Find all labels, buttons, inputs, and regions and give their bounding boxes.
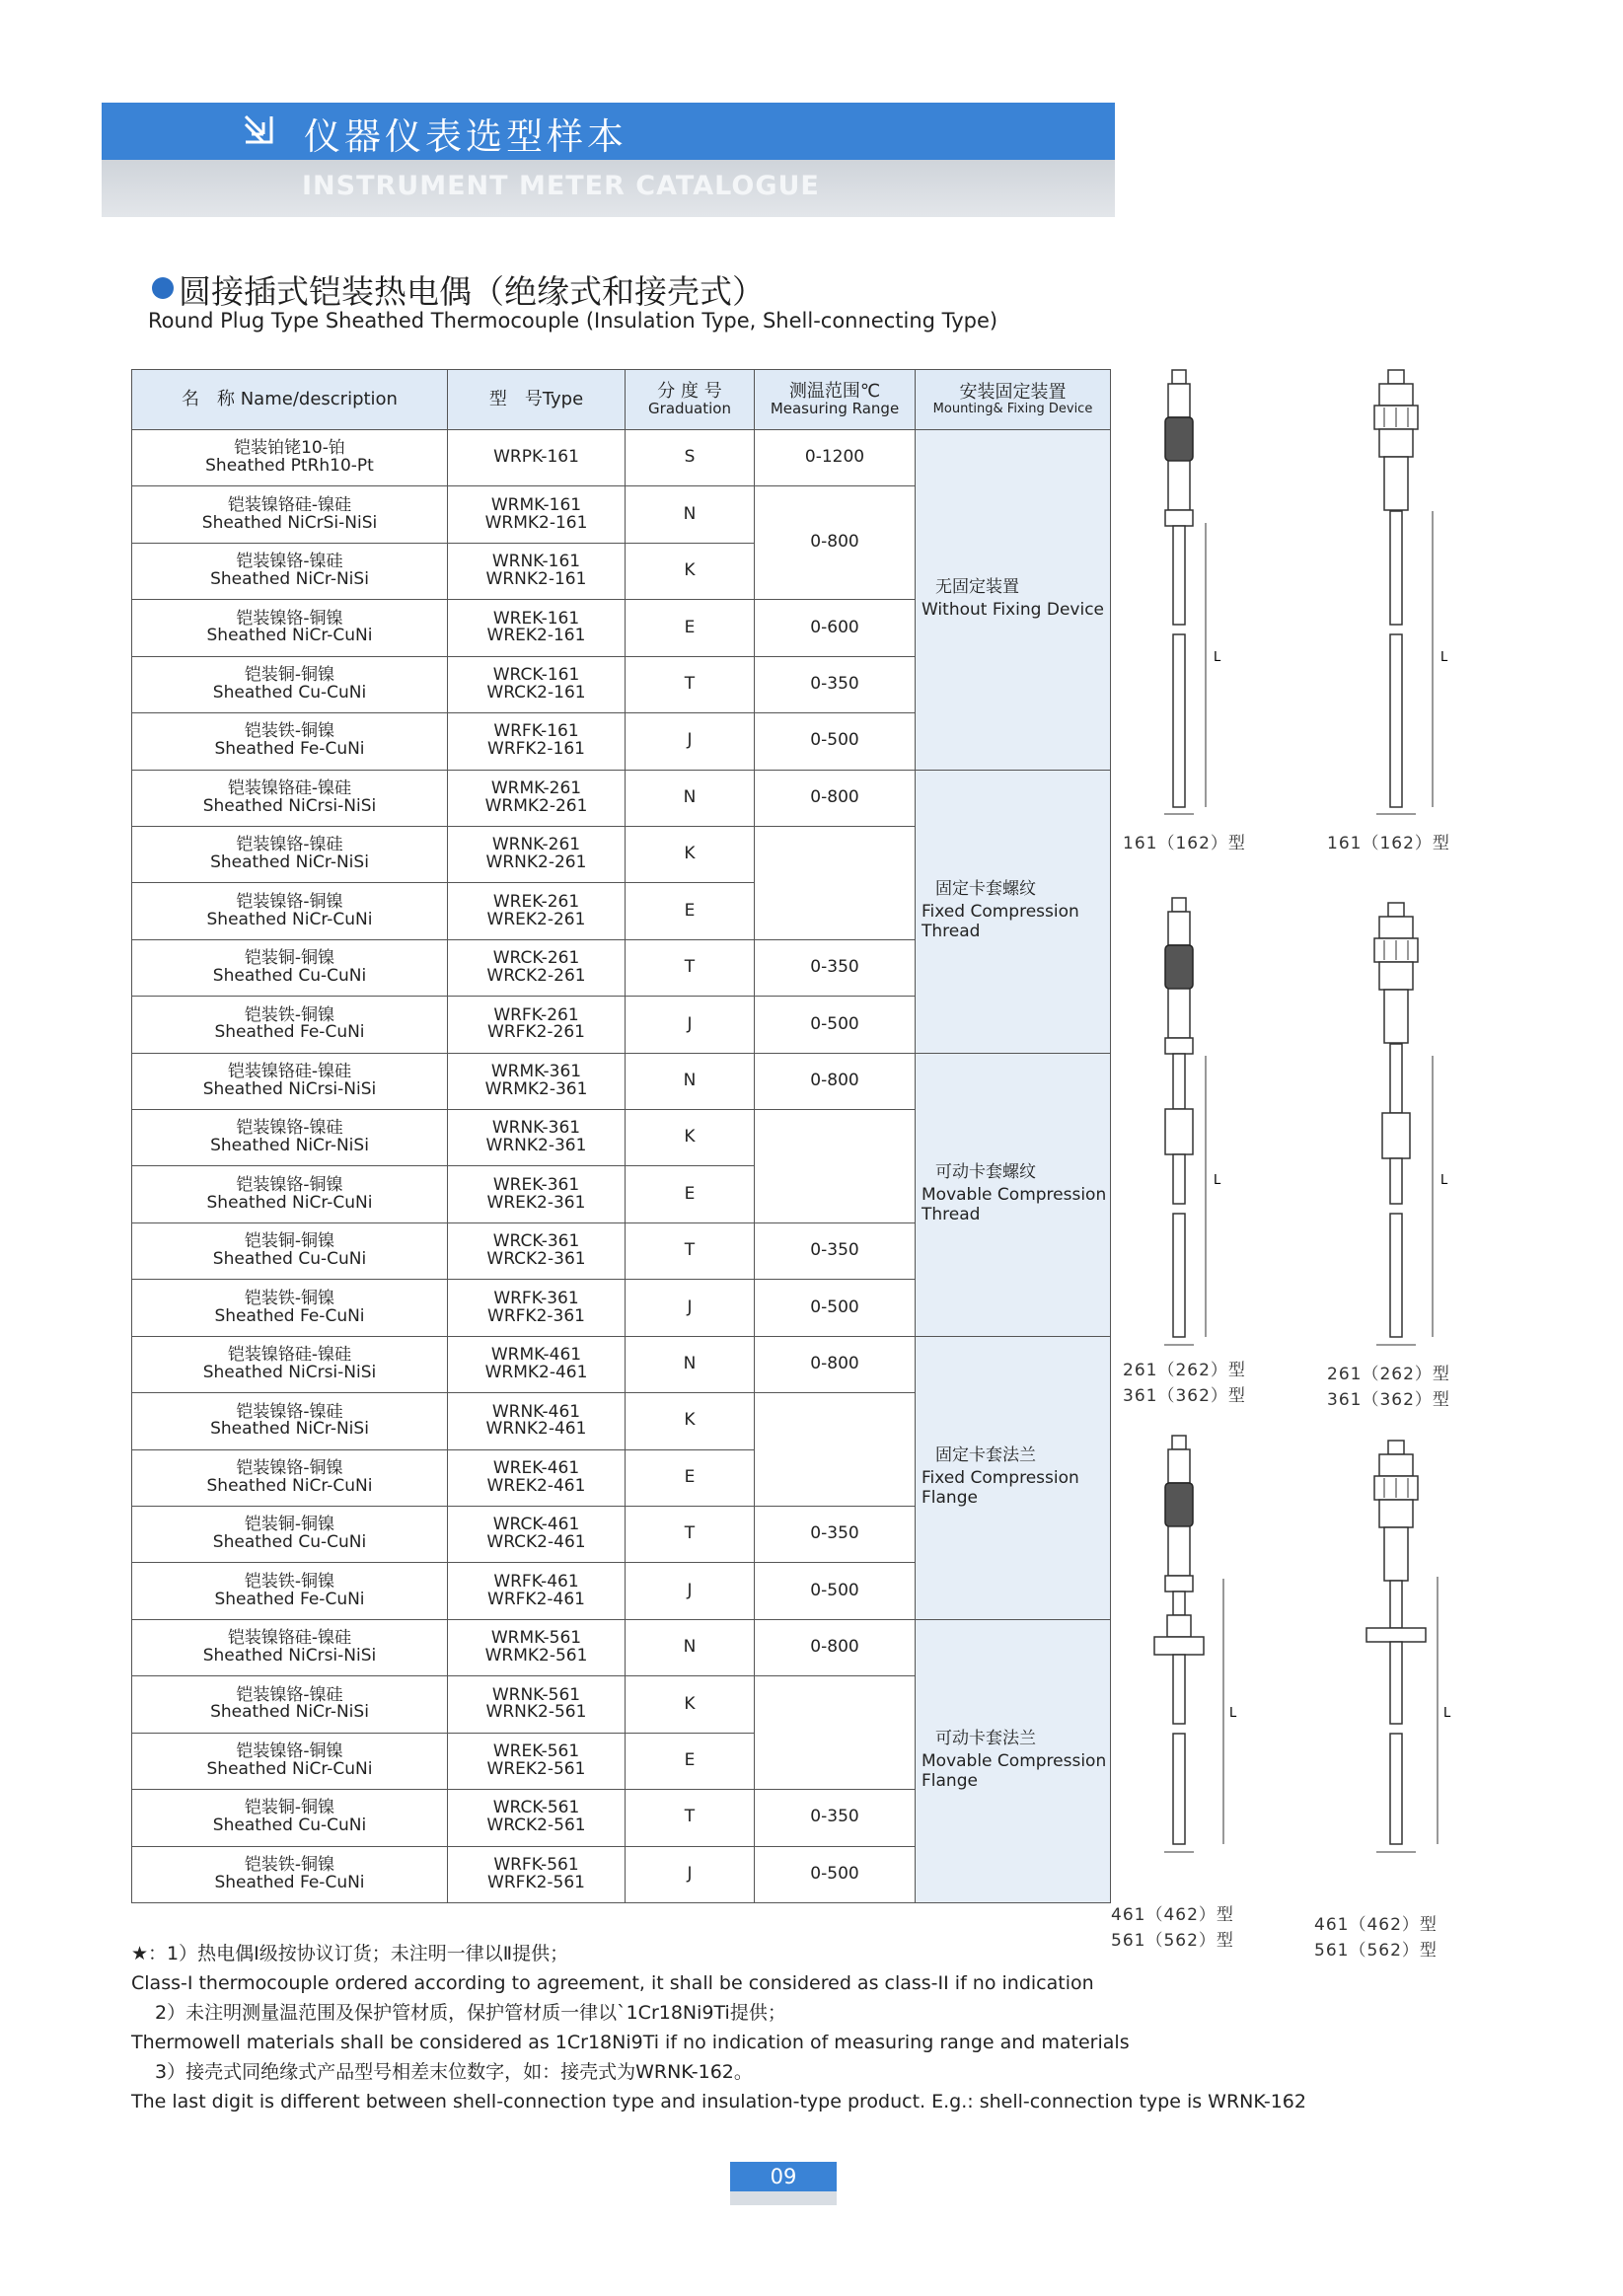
header-range-en: Measuring Range	[770, 399, 900, 417]
type-code: WRMK-361	[490, 1062, 582, 1081]
type-code: WRMK-161	[490, 494, 582, 515]
name-cn: 铠装铜-铜镍	[244, 665, 335, 686]
header-name: 名 称 Name/description	[132, 370, 448, 430]
header-range	[755, 370, 916, 430]
type-code: WRNK-261	[491, 835, 581, 855]
mounting-cn: 可动卡套螺纹	[935, 1162, 1036, 1183]
cell-type	[448, 1507, 626, 1563]
header-graduation	[626, 370, 755, 430]
cell-type	[448, 826, 626, 882]
diagram-461-shell	[1366, 1441, 1451, 1852]
cell-type	[448, 600, 626, 656]
banner-title: 仪器仪表选型样本	[304, 115, 627, 158]
cell-measuring-range: 0-800	[755, 1336, 916, 1392]
cell-graduation: N	[626, 1336, 755, 1392]
name-en: Sheathed NiCr-CuNi	[206, 909, 373, 929]
type-code-shell: WRMK2-361	[484, 1078, 588, 1099]
type-code: WREK-561	[492, 1741, 580, 1762]
cell-measuring-range: 0-350	[755, 939, 916, 996]
cell-name	[132, 997, 448, 1053]
name-en: Sheathed NiCrsi-NiSi	[202, 1362, 377, 1382]
type-code-shell: WRCK2-561	[486, 1815, 586, 1836]
cell-type	[448, 1449, 626, 1506]
cell-type	[448, 770, 626, 826]
type-code: WRFK-561	[493, 1854, 579, 1875]
cell-graduation: J	[626, 997, 755, 1053]
diagram-label-561-a: 561（562）型	[1111, 1931, 1234, 1951]
table-row	[132, 1619, 1111, 1675]
cell-measuring-range: 0-500	[755, 1280, 916, 1336]
type-code: WREK-161	[492, 608, 580, 629]
diagram-label-461-b: 461（462）型	[1314, 1915, 1438, 1935]
cell-type	[448, 1336, 626, 1392]
type-code-shell: WRNK2-461	[485, 1419, 587, 1440]
cell-type	[448, 1053, 626, 1109]
name-cn: 铠装镍铬硅-镍硅	[227, 1628, 352, 1649]
diagram-461-insulation	[1154, 1436, 1237, 1852]
name-cn: 铠装镍铬-铜镍	[236, 1174, 343, 1195]
name-en: Sheathed Fe-CuNi	[214, 1022, 365, 1043]
cell-measuring-range: 0-800	[755, 486, 916, 600]
diagram-261-insulation	[1164, 898, 1221, 1345]
type-code-shell: WRNK2-161	[485, 569, 587, 590]
name-cn: 铠装镍铬-镍硅	[236, 1684, 343, 1705]
note-2-cn: 2）未注明测量温范围及保护管材质，保护管材质一律以`1Cr18Ni9Ti提供；	[155, 2002, 786, 2024]
name-en: Sheathed Cu-CuNi	[212, 682, 367, 703]
cell-type	[448, 1733, 626, 1789]
type-code: WRNK-561	[491, 1684, 581, 1705]
cell-graduation: K	[626, 543, 755, 599]
note-2-en: Thermowell materials shall be considered as 1Cr18Ni9Ti if no indication of measuring range and materials	[131, 2032, 1130, 2053]
name-en: Sheathed NiCr-NiSi	[210, 569, 369, 590]
name-en: Sheathed Cu-CuNi	[212, 966, 367, 986]
cell-measuring-range: 0-500	[755, 1563, 916, 1619]
type-code: WRNK-461	[491, 1401, 581, 1422]
header-mounting-cn: 安装固定装置	[959, 381, 1067, 403]
cell-graduation: E	[626, 1166, 755, 1222]
name-en: Sheathed Fe-CuNi	[214, 1589, 365, 1609]
type-code: WRCK-461	[492, 1515, 580, 1535]
cell-mounting	[916, 1336, 1111, 1619]
cell-type	[448, 430, 626, 486]
cell-name	[132, 883, 448, 939]
cell-type	[448, 1563, 626, 1619]
cell-name	[132, 1280, 448, 1336]
table-row	[132, 1053, 1111, 1109]
diagram-label-361-a: 361（362）型	[1123, 1386, 1246, 1406]
type-code: WRMK-461	[490, 1345, 582, 1366]
cell-graduation: E	[626, 883, 755, 939]
name-en: Sheathed NiCr-CuNi	[206, 1758, 373, 1779]
type-code: WRCK-161	[492, 665, 580, 686]
cell-measuring-range: 0-800	[755, 1053, 916, 1109]
type-code: WRNK-361	[491, 1118, 581, 1139]
double-arrow-icon	[242, 112, 275, 146]
cell-type	[448, 1166, 626, 1222]
table-row	[132, 430, 1111, 486]
type-code-shell: WRFK2-361	[487, 1305, 585, 1326]
cell-measuring-range: 0-350	[755, 1222, 916, 1279]
name-cn: 铠装镍铬硅-镍硅	[227, 1062, 352, 1081]
name-en: Sheathed NiCr-NiSi	[210, 1702, 369, 1723]
cell-graduation: N	[626, 486, 755, 543]
name-en: Sheathed NiCr-CuNi	[206, 626, 373, 646]
cell-name	[132, 430, 448, 486]
type-code: WRMK-261	[490, 778, 582, 798]
type-code-shell: WRMK2-161	[484, 512, 588, 533]
name-cn: 铠装镍铬-镍硅	[236, 552, 343, 572]
type-code-shell: WREK2-161	[486, 626, 586, 646]
cell-graduation: J	[626, 1563, 755, 1619]
cell-measuring-range: 0-500	[755, 713, 916, 770]
banner-subtitle: INSTRUMENT METER CATALOGUE	[302, 171, 820, 201]
type-code: WRFK-161	[493, 721, 579, 742]
header-range-cn: 测温范围℃	[788, 380, 881, 402]
diagram-label-161-a: 161（162）型	[1123, 834, 1246, 853]
type-code-shell: WRFK2-261	[487, 1022, 585, 1043]
mounting-cn: 无固定装置	[935, 577, 1019, 598]
name-cn: 铠装镍铬-镍硅	[236, 835, 343, 855]
svg-text:L: L	[1214, 1173, 1221, 1188]
mounting-en: Fixed Compression Flange	[922, 1468, 1079, 1508]
cell-measuring-range: 0-800	[755, 770, 916, 826]
name-cn: 铠装铁-铜镍	[244, 1571, 335, 1592]
type-code-shell: WRFK2-461	[487, 1589, 585, 1609]
name-en: Sheathed NiCrSi-NiSi	[201, 512, 378, 533]
type-code-shell: WRNK2-261	[485, 852, 587, 873]
cell-graduation: T	[626, 1222, 755, 1279]
cell-name	[132, 1166, 448, 1222]
type-code-shell: WRCK2-261	[486, 966, 586, 986]
cell-type	[448, 656, 626, 712]
page-number-underbar	[730, 2191, 837, 2205]
type-code: WRNK-161	[491, 552, 581, 572]
cell-measuring-range	[755, 1110, 916, 1223]
cell-name	[132, 939, 448, 996]
name-en: Sheathed Fe-CuNi	[214, 1305, 365, 1326]
product-diagrams	[1115, 365, 1480, 1973]
name-en: Sheathed Cu-CuNi	[212, 1249, 367, 1270]
cell-measuring-range: 0-800	[755, 1619, 916, 1675]
cell-type	[448, 486, 626, 543]
cell-measuring-range	[755, 1393, 916, 1507]
cell-mounting	[916, 430, 1111, 771]
cell-measuring-range	[755, 826, 916, 939]
type-code-shell: WREK2-461	[486, 1475, 586, 1496]
section-title-en: Round Plug Type Sheathed Thermocouple (Insulation Type, Shell-connecting Type)	[148, 309, 998, 333]
name-en: Sheathed Fe-CuNi	[214, 739, 365, 760]
name-en: Sheathed Fe-CuNi	[214, 1872, 365, 1892]
cell-type	[448, 713, 626, 770]
cell-measuring-range: 0-350	[755, 1790, 916, 1846]
svg-text:L: L	[1440, 650, 1448, 665]
type-code-shell: WRCK2-161	[486, 682, 586, 703]
cell-measuring-range: 0-600	[755, 600, 916, 656]
name-cn: 铠装镍铬-铜镍	[236, 891, 343, 912]
mounting-en: Fixed Compression Thread	[922, 901, 1079, 941]
cell-mounting	[916, 1053, 1111, 1336]
header-graduation-cn: 分 度 号	[657, 380, 722, 402]
name-en: Sheathed NiCr-CuNi	[206, 1475, 373, 1496]
name-cn: 铠装铜-铜镍	[244, 1231, 335, 1252]
name-cn: 铠装铜-铜镍	[244, 948, 335, 969]
diagram-label-561-b: 561（562）型	[1314, 1941, 1438, 1961]
cell-name	[132, 1676, 448, 1733]
type-code-shell: WRMK2-261	[484, 795, 588, 816]
type-code-shell: WREK2-361	[486, 1192, 586, 1213]
diagram-label-261-a: 261（262）型	[1123, 1361, 1246, 1380]
svg-text:L: L	[1229, 1706, 1237, 1721]
cell-graduation: N	[626, 1619, 755, 1675]
mounting-cn: 可动卡套法兰	[935, 1729, 1036, 1749]
note-3-en: The last digit is different between shell-connection type and insulation-type product. E.g.: shell-connection type is WRNK-162	[131, 2091, 1306, 2112]
cell-type	[448, 543, 626, 599]
cell-graduation: T	[626, 656, 755, 712]
name-cn: 铠装铁-铜镍	[244, 1288, 335, 1308]
name-cn: 铠装铂铑10-铂	[234, 438, 345, 459]
cell-name	[132, 713, 448, 770]
mounting-en: Without Fixing Device	[922, 599, 1104, 620]
type-code: WRFK-361	[493, 1288, 579, 1308]
type-code: WRCK-561	[492, 1798, 580, 1818]
table-row	[132, 1336, 1111, 1392]
note-1-en: Class-I thermocouple ordered according to agreement, it shall be considered as class-II if no indication	[131, 1972, 1094, 1994]
notes-block	[131, 1939, 1315, 2116]
name-en: Sheathed NiCr-CuNi	[206, 1192, 373, 1213]
cell-graduation: K	[626, 826, 755, 882]
cell-graduation: N	[626, 770, 755, 826]
name-cn: 铠装镍铬-铜镍	[236, 1457, 343, 1478]
svg-text:L: L	[1440, 1173, 1448, 1188]
cell-type	[448, 1222, 626, 1279]
type-code-shell: WRCK2-461	[486, 1532, 586, 1553]
bullet-dot-icon	[152, 277, 174, 299]
cell-graduation: N	[626, 1053, 755, 1109]
name-en: Sheathed NiCr-NiSi	[210, 852, 369, 873]
type-code-shell: WREK2-261	[486, 909, 586, 929]
cell-name	[132, 1563, 448, 1619]
diagram-161-insulation	[1164, 370, 1221, 814]
name-cn: 铠装镍铬-镍硅	[236, 1401, 343, 1422]
cell-type	[448, 883, 626, 939]
table-row	[132, 770, 1111, 826]
header-graduation-en: Graduation	[648, 399, 731, 417]
type-code-shell: WRMK2-561	[484, 1646, 588, 1666]
type-code: WREK-361	[492, 1174, 580, 1195]
name-en: Sheathed PtRh10-Pt	[205, 456, 374, 477]
cell-name	[132, 1393, 448, 1449]
header-mounting-en: Mounting& Fixing Device	[932, 401, 1093, 416]
type-code-shell: WREK2-561	[486, 1758, 586, 1779]
name-en: Sheathed NiCr-NiSi	[210, 1136, 369, 1156]
type-code: WRCK-361	[492, 1231, 580, 1252]
section-title-cn: 圆接插式铠装热电偶（绝缘式和接壳式）	[179, 272, 765, 311]
mounting-cn: 固定卡套法兰	[935, 1445, 1036, 1466]
cell-type	[448, 997, 626, 1053]
type-code-shell: WRCK2-361	[486, 1249, 586, 1270]
type-code-shell: WRFK2-561	[487, 1872, 585, 1892]
cell-graduation: T	[626, 1507, 755, 1563]
cell-graduation: E	[626, 1449, 755, 1506]
cell-name	[132, 486, 448, 543]
diagram-161-shell	[1374, 370, 1448, 814]
name-en: Sheathed NiCrsi-NiSi	[202, 1078, 377, 1099]
note-3-cn: 3）接壳式同绝缘式产品型号相差末位数字，如：接壳式为WRNK-162。	[155, 2061, 753, 2083]
svg-text:L: L	[1214, 650, 1221, 665]
type-code: WRFK-461	[493, 1571, 579, 1592]
type-code: WREK-261	[492, 891, 580, 912]
cell-type	[448, 1846, 626, 1902]
cell-graduation: K	[626, 1393, 755, 1449]
cell-name	[132, 826, 448, 882]
name-cn: 铠装镍铬-镍硅	[236, 1118, 343, 1139]
cell-measuring-range	[755, 1676, 916, 1790]
spec-table	[131, 369, 1111, 1903]
cell-measuring-range: 0-350	[755, 656, 916, 712]
mounting-cn: 固定卡套螺纹	[935, 879, 1036, 900]
cell-graduation: E	[626, 600, 755, 656]
cell-name	[132, 1790, 448, 1846]
type-code: WRMK-561	[490, 1628, 582, 1649]
cell-mounting	[916, 1619, 1111, 1902]
cell-type	[448, 1619, 626, 1675]
type-code-shell: WRMK2-461	[484, 1362, 588, 1382]
cell-type	[448, 1790, 626, 1846]
cell-graduation: J	[626, 1846, 755, 1902]
page-number: 09	[730, 2162, 837, 2191]
cell-name	[132, 1619, 448, 1675]
table-body	[132, 430, 1111, 1903]
cell-name	[132, 1449, 448, 1506]
cell-graduation: T	[626, 939, 755, 996]
cell-mounting	[916, 770, 1111, 1053]
cell-name	[132, 543, 448, 599]
cell-graduation: J	[626, 713, 755, 770]
diagram-label-361-b: 361（362）型	[1327, 1390, 1450, 1410]
cell-type	[448, 939, 626, 996]
type-code: WRCK-261	[492, 948, 580, 969]
cell-name	[132, 1110, 448, 1166]
name-cn: 铠装铜-铜镍	[244, 1798, 335, 1818]
name-cn: 铠装镍铬硅-镍硅	[227, 1345, 352, 1366]
type-code: WRFK-261	[493, 1004, 579, 1025]
note-1-cn: ★：1）热电偶Ⅰ级按协议订货；未注明一律以Ⅱ提供；	[131, 1943, 569, 1964]
cell-name	[132, 600, 448, 656]
name-en: Sheathed NiCrsi-NiSi	[202, 1646, 377, 1666]
cell-measuring-range: 0-500	[755, 997, 916, 1053]
cell-graduation: E	[626, 1733, 755, 1789]
name-en: Sheathed Cu-CuNi	[212, 1532, 367, 1553]
name-cn: 铠装镍铬硅-镍硅	[227, 778, 352, 798]
cell-graduation: K	[626, 1676, 755, 1733]
name-cn: 铠装铁-铜镍	[244, 1004, 335, 1025]
type-code-shell: WRFK2-161	[487, 739, 585, 760]
name-cn: 铠装铁-铜镍	[244, 1854, 335, 1875]
cell-graduation: S	[626, 430, 755, 486]
diagram-label-261-b: 261（262）型	[1327, 1365, 1450, 1384]
cell-name	[132, 1507, 448, 1563]
cell-type	[448, 1280, 626, 1336]
cell-name	[132, 1053, 448, 1109]
type-code: WRPK-161	[493, 447, 579, 468]
cell-name	[132, 656, 448, 712]
name-en: Sheathed NiCr-NiSi	[210, 1419, 369, 1440]
cell-type	[448, 1110, 626, 1166]
name-en: Sheathed NiCrsi-NiSi	[202, 795, 377, 816]
mounting-en: Movable Compression Thread	[922, 1185, 1107, 1224]
name-cn: 铠装铁-铜镍	[244, 721, 335, 742]
cell-type	[448, 1676, 626, 1733]
cell-name	[132, 1222, 448, 1279]
name-cn: 铠装镍铬-铜镍	[236, 608, 343, 629]
mounting-en: Movable Compression Flange	[922, 1751, 1107, 1791]
cell-name	[132, 1846, 448, 1902]
cell-graduation: J	[626, 1280, 755, 1336]
diagram-label-161-b: 161（162）型	[1327, 834, 1450, 853]
cell-graduation: K	[626, 1110, 755, 1166]
svg-text:L: L	[1443, 1706, 1451, 1721]
header-mounting	[916, 370, 1111, 430]
cell-name	[132, 1336, 448, 1392]
type-code: WREK-461	[492, 1457, 580, 1478]
name-en: Sheathed Cu-CuNi	[212, 1815, 367, 1836]
cell-name	[132, 1733, 448, 1789]
name-cn: 铠装镍铬-铜镍	[236, 1741, 343, 1762]
table-header-row	[132, 370, 1111, 430]
name-cn: 铠装镍铬硅-镍硅	[227, 494, 352, 515]
header-type: 型 号Type	[448, 370, 626, 430]
name-cn: 铠装铜-铜镍	[244, 1515, 335, 1535]
type-code-shell: WRNK2-561	[485, 1702, 587, 1723]
type-code-shell: WRNK2-361	[485, 1136, 587, 1156]
diagram-label-461-a: 461（462）型	[1111, 1905, 1234, 1925]
cell-type	[448, 1393, 626, 1449]
diagram-261-shell	[1374, 903, 1448, 1345]
cell-measuring-range: 0-1200	[755, 430, 916, 486]
cell-measuring-range: 0-500	[755, 1846, 916, 1902]
cell-name	[132, 770, 448, 826]
cell-measuring-range: 0-350	[755, 1507, 916, 1563]
cell-graduation: T	[626, 1790, 755, 1846]
